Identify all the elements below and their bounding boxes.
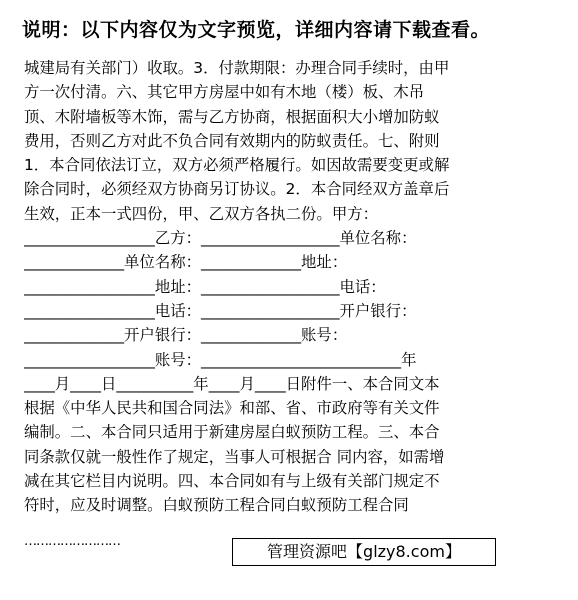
text-line: 方一次付清。六、其它甲方房屋中如有木地（楼）板、木吊 xyxy=(24,83,425,102)
text-line: 生效，正本一式四份，甲、乙双方各执二份。甲方： xyxy=(24,204,378,223)
text-line: 除合同时，必须经双方协商另订协议。2．本合同经双方盖章后 xyxy=(24,180,450,199)
text-line: _________________乙方：__________________单位名称： xyxy=(24,229,417,248)
text-line: ____月____日__________年____月____日附件一、本合同文本 xyxy=(24,374,440,393)
text-line: _____________开户银行：_____________账号： xyxy=(24,326,348,345)
text-line: _________________账号：__________________________年 xyxy=(24,350,417,369)
text-line: 同条款仅就一般性作了规定，当事人可根据合 同内容，如需增 xyxy=(24,447,445,466)
document-body xyxy=(24,56,558,518)
source-watermark: 管理资源吧【glzy8.com】 xyxy=(232,538,496,566)
text-line: 编制。二、本合同只适用于新建房屋白蚁预防工程。三、本合 xyxy=(24,423,440,442)
text-line: _____________单位名称：_____________地址： xyxy=(24,253,348,272)
text-line: 符时，应及时调整。白蚁预防工程合同白蚁预防工程合同 xyxy=(24,496,409,515)
text-line: _________________电话：__________________开户银行： xyxy=(24,301,417,320)
preview-notice: 说明：以下内容仅为文字预览，详细内容请下载查看。 xyxy=(22,19,491,41)
text-line: 费用，否则乙方对此不负合同有效期内的防蚁责任。七、附则 xyxy=(24,131,440,150)
ellipsis-dots: …………………… xyxy=(24,534,120,549)
text-line: 减在其它栏目内说明。四、本合同如有与上级有关部门规定不 xyxy=(24,472,440,491)
text-line: _________________地址：__________________电话： xyxy=(24,277,386,296)
text-line: 顶、木附墙板等木饰，需与乙方协商，根据面积大小增加防蚁 xyxy=(24,107,440,126)
text-line: 根据《中华人民共和国合同法》和部、省、市政府等有关文件 xyxy=(24,399,440,418)
text-line: 1．本合同依法订立，双方必须严格履行。如因故需要变更或解 xyxy=(24,156,450,175)
text-line: 城建局有关部门）收取。3．付款期限：办理合同手续时，由甲 xyxy=(24,59,450,77)
